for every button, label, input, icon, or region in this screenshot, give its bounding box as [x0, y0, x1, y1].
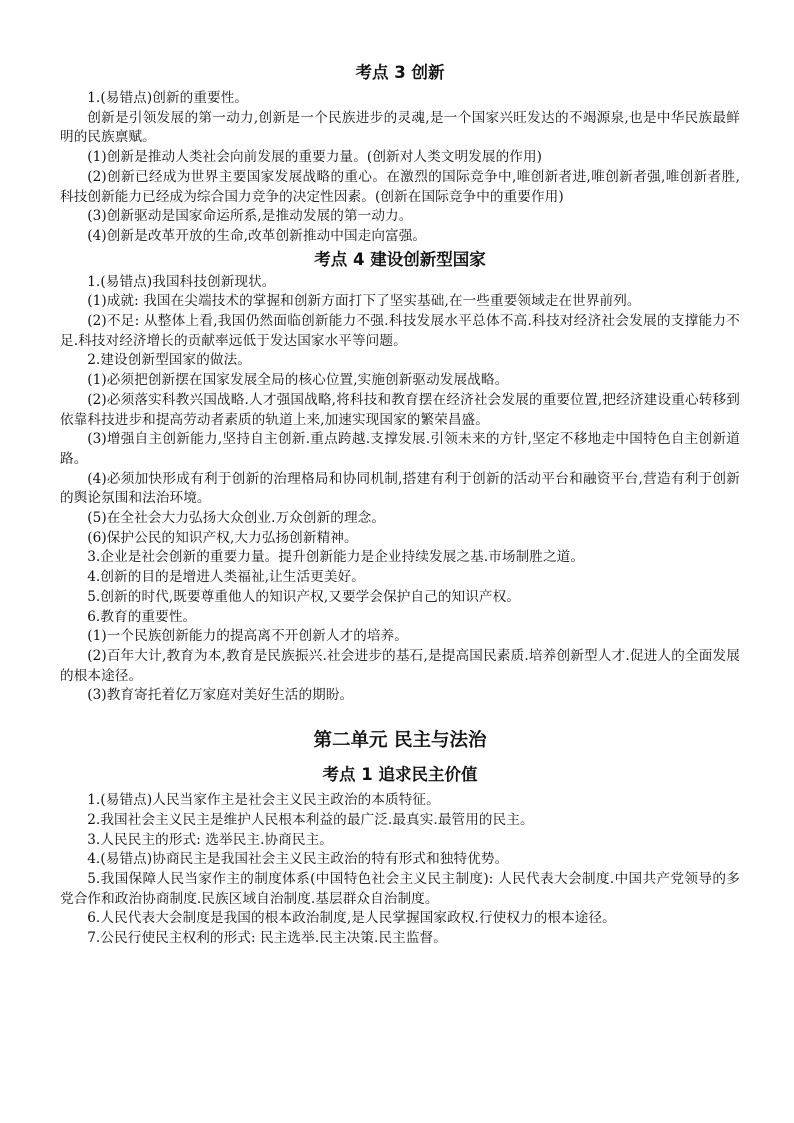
section-heading-innovation: 考点 3 创新: [355, 63, 445, 82]
paragraph: (1)成就: 我国在尖端技术的掌握和创新方面打下了坚实基础,在一些重要领域走在世界前列。: [87, 293, 641, 310]
section-body-democracy: [60, 791, 740, 949]
paragraph: (6)保护公民的知识产权,大力弘扬创新精神。: [87, 529, 358, 546]
section-heading-innovative-country: 考点 4 建设创新型国家: [314, 249, 486, 269]
paragraph: 创新是引领发展的第一动力,创新是一个民族进步的灵魂,是一个国家兴旺发达的不竭源泉,也是中华民族最鲜明的民族禀赋。: [60, 109, 740, 146]
paragraph: (3)创新驱动是国家命运所系,是推动发展的第一动力。: [87, 208, 413, 225]
section-body-innovative-country: [60, 273, 740, 706]
paragraph: (4)创新是改革开放的生命,改革创新推动中国走向富强。: [87, 227, 427, 244]
paragraph: 6.人民代表大会制度是我国的根本政治制度,是人民掌握国家政权.行使权力的根本途径。: [87, 910, 616, 927]
section-body-innovation: [60, 89, 740, 247]
paragraph: (1)创新是推动人类社会向前发展的重要力量。(创新对人类文明发展的作用): [87, 149, 543, 166]
paragraph: (1)必须把创新摆在国家发展全局的核心位置,实施创新驱动发展战略。: [87, 372, 509, 389]
paragraph: 3.企业是社会创新的重要力量。提升创新能力是企业持续发展之基.市场制胜之道。: [87, 549, 585, 566]
paragraph: (3)教育寄托着亿万家庭对美好生活的期盼。: [87, 687, 354, 704]
paragraph: (2)不足: 从整体上看,我国仍然面临创新能力不强.科技发展水平总体不高.科技对经济社会发展的支撑能力不足.科技对经济增长的贡献率远低于发达国家水平等问题。: [60, 313, 740, 349]
paragraph: (1)一个民族创新能力的提高离不开创新人才的培养。: [87, 628, 409, 645]
paragraph: (4)必须加快形成有利于创新的治理格局和协同机制,搭建有利于创新的活动平台和融资平台,营造有利于创新的舆论氛围和法治环境。: [60, 470, 740, 507]
paragraph: 4.创新的目的是增进人类福祉,让生活更美好。: [87, 569, 365, 586]
paragraph: (2)百年大计,教育为本,教育是民族振兴.社会进步的基石,是提高国民素质.培养创新型人才.促进人的全面发展的根本途径。: [60, 647, 740, 684]
paragraph: 5.创新的时代,既要尊重他人的知识产权,又要学会保护自己的知识产权。: [87, 588, 521, 605]
paragraph: 1.(易错点)我国科技创新现状。: [87, 273, 276, 290]
paragraph: 1.(易错点)创新的重要性。: [87, 90, 249, 106]
paragraph: (3)增强自主创新能力,坚持自主创新.重点跨越.支撑发展.引领未来的方针,坚定不移地走中国特色自主创新道路。: [60, 431, 740, 467]
paragraph: 2.建设创新型国家的做法。: [87, 352, 251, 369]
paragraph: 3.人民民主的形式: 选举民主.协商民主。: [87, 831, 333, 848]
paragraph: 5.我国保障人民当家作主的制度体系(中国特色社会主义民主制度): 人民代表大会制度.中国共产党领导的多党合作和政治协商制度.民族区域自治制度.基层群众自治制度。: [60, 870, 740, 907]
section-heading-democracy: 考点 1 追求民主价值: [322, 765, 478, 785]
paragraph: 2.我国社会主义民主是维护人民根本利益的最广泛.最真实.最管用的民主。: [87, 811, 534, 828]
paragraph: 6.教育的重要性。: [87, 608, 197, 625]
paragraph: 4.(易错点)协商民主是我国社会主义民主政治的特有形式和独特优势。: [87, 851, 509, 868]
unit-title: 第二单元 民主与法治: [313, 730, 487, 752]
paragraph: 1.(易错点)人民当家作主是社会主义民主政治的本质特征。: [87, 792, 440, 809]
paragraph: (5)在全社会大力弘扬大众创业.万众创新的理念。: [87, 510, 386, 527]
paragraph: 7.公民行使民主权利的形式: 民主选举.民主决策.民主监督。: [87, 930, 447, 947]
paragraph: (2)必须落实科教兴国战略.人才强国战略,将科技和教育摆在经济社会发展的重要位置,把经济建设重心转移到依靠科技进步和提高劳动者素质的轨道上来,加速实现国家的繁荣昌盛。: [60, 391, 740, 428]
document-page: [60, 62, 740, 949]
paragraph: (2)创新已经成为世界主要国家发展战略的重心。在激烈的国际竞争中,唯创新者进,唯创新者强,唯创新者胜,科技创新能力已经成为综合国力竞争的决定性因素。(创新在国际竞争中的重要作用): [60, 168, 740, 205]
